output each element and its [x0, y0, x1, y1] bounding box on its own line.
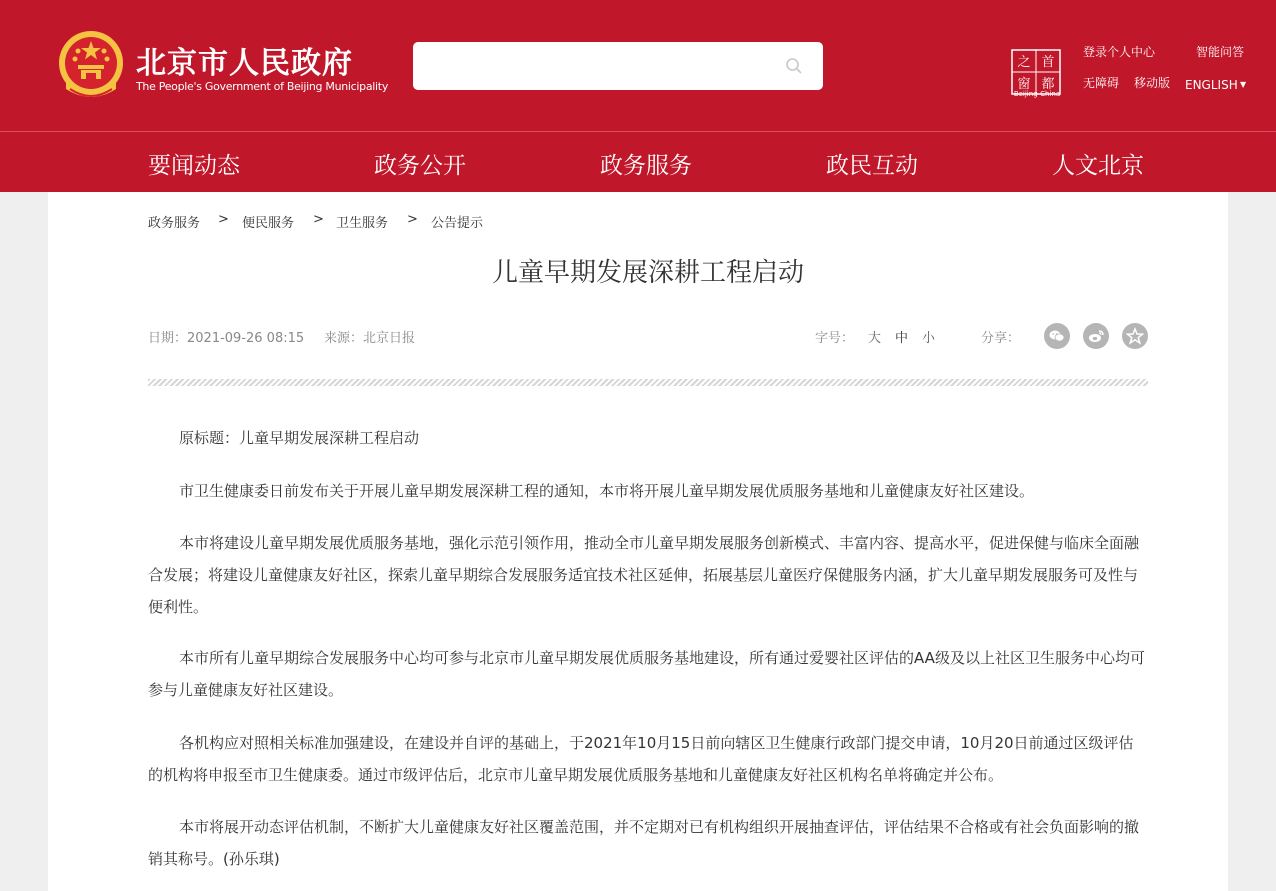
wechat-icon[interactable] [1044, 323, 1070, 349]
article-paragraph: 本市将展开动态评估机制，不断扩大儿童健康友好社区覆盖范围，并不定期对已有机构组织开展抽查评估，评估结果不合格或有社会负面影响的撤销其称号。(孙乐琪) [148, 818, 1140, 868]
article-paragraph: 本市所有儿童早期综合发展服务中心均可参与北京市儿童早期发展优质服务基地建设，所有通过爱婴社区评估的AA级及以上社区卫生服务中心均可参与儿童健康友好社区建设。 [148, 649, 1145, 699]
article-paragraph: 原标题：儿童早期发展深耕工程启动 [179, 429, 420, 447]
national-emblem-icon[interactable] [56, 29, 126, 101]
breadcrumb-item[interactable]: 公告提示 [431, 216, 484, 231]
article-source: 来源：北京日报 [324, 331, 416, 346]
search-input[interactable] [423, 50, 773, 82]
capital-logo-char: 窗 [1017, 77, 1031, 92]
article-paragraph: 各机构应对照相关标准加强建设，在建设并自评的基础上，于2021年10月15日前向辖区卫生健康行政部门提交申请，10月20日前通过区级评估的机构将申报至市卫生健康委。通过市级评估后，北京市儿童早期发展优质服务基地和儿童健康友好社区机构名单将确定并公布。 [148, 734, 1134, 784]
nav-item-gov-services[interactable]: 政务服务 [600, 153, 692, 179]
mobile-version-link[interactable]: 移动版 [1134, 76, 1171, 90]
language-switch[interactable]: ENGLISH [1185, 78, 1238, 92]
breadcrumb-item[interactable]: 卫生服务 [336, 216, 389, 231]
share-label: 分享： [981, 331, 1021, 346]
smart-qa-link[interactable]: 智能问答 [1196, 45, 1245, 59]
breadcrumb-item[interactable]: 便民服务 [242, 216, 295, 231]
breadcrumb-separator: > [218, 212, 229, 227]
weibo-icon[interactable] [1083, 323, 1109, 349]
favorite-star-icon[interactable] [1122, 323, 1148, 349]
accessibility-link[interactable]: 无障碍 [1083, 76, 1120, 90]
nav-item-interaction[interactable]: 政民互动 [826, 153, 918, 179]
nav-item-culture[interactable]: 人文北京 [1052, 153, 1144, 179]
login-link[interactable]: 登录个人中心 [1083, 45, 1156, 59]
article-title: 儿童早期发展深耕工程启动 [491, 258, 804, 288]
nav-item-news[interactable]: 要闻动态 [148, 153, 240, 179]
breadcrumb-item[interactable]: 政务服务 [148, 216, 201, 231]
article-date: 日期：2021-09-26 08:15 [148, 331, 305, 346]
breadcrumb-separator: > [313, 212, 324, 227]
font-size-label: 字号： [815, 331, 855, 346]
capital-logo-char: 之 [1017, 55, 1031, 70]
font-size-small[interactable]: 小 [922, 331, 936, 346]
article-paragraph: 本市将建设儿童早期发展优质服务基地，强化示范引领作用，推动全市儿童早期发展服务创新模式、丰富内容、提高水平，促进保健与临床全面融合发展；将建设儿童健康友好社区，探索儿童早期综合发展服务适宜技术社区延伸，拓展基层儿童医疗保健服务内涵，扩大儿童早期发展服务可及性与便利性。 [148, 534, 1140, 616]
capital-logo-char: 首 [1041, 55, 1055, 70]
article-paragraph: 市卫生健康委日前发布关于开展儿童早期发展深耕工程的通知，本市将开展儿童早期发展优质服务基地和儿童健康友好社区建设。 [179, 482, 1035, 500]
nav-item-gov-affairs[interactable]: 政务公开 [374, 153, 466, 179]
site-subtitle: The People's Government of Beijing Municipality [136, 80, 389, 93]
site-title[interactable]: 北京市人民政府 [136, 46, 353, 81]
search-box [413, 42, 823, 90]
caret-down-icon[interactable]: ▼ [1240, 80, 1247, 89]
font-size-large[interactable]: 大 [868, 331, 882, 346]
font-size-medium[interactable]: 中 [895, 331, 909, 346]
capital-logo-char: 都 [1041, 77, 1055, 92]
search-icon[interactable] [785, 57, 803, 75]
article-divider [148, 379, 1148, 386]
breadcrumb-separator: > [407, 212, 418, 227]
capital-logo-caption: Beijing-China [1013, 90, 1061, 98]
